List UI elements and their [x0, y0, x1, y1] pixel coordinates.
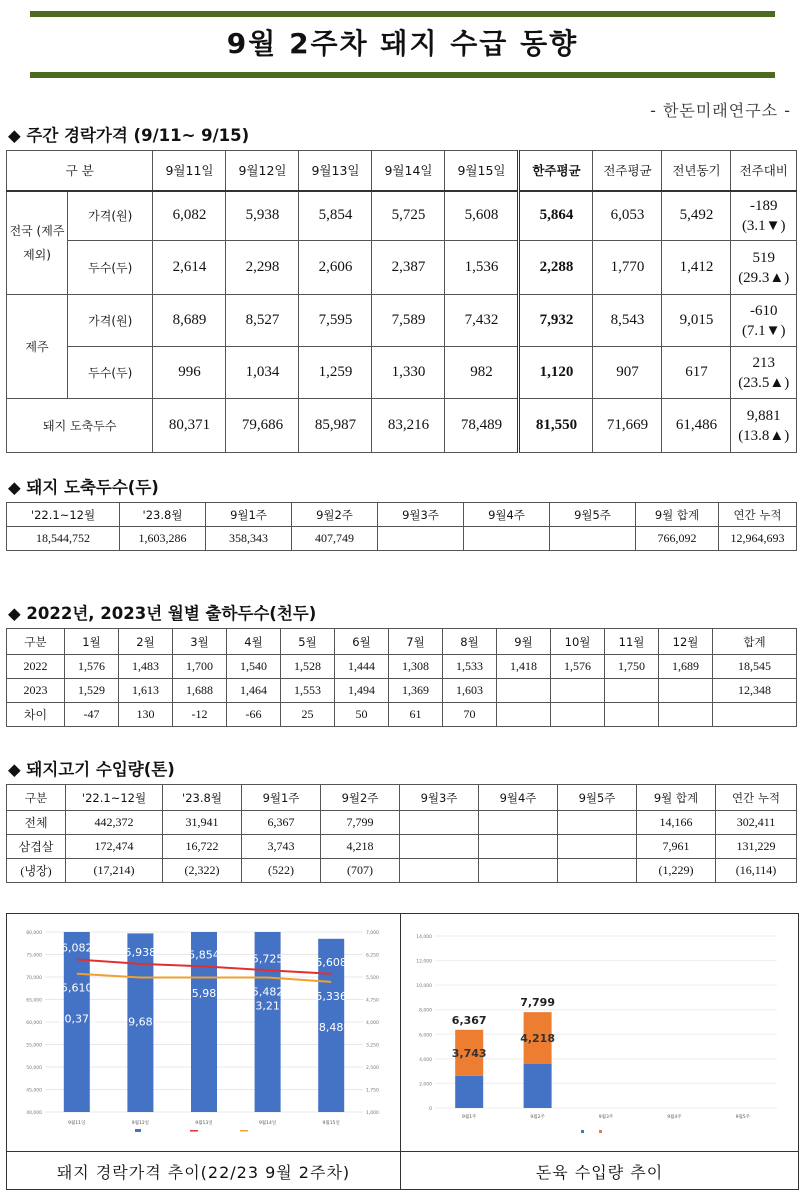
header-cell: '22.1~12월 — [7, 503, 120, 527]
value-cell — [551, 679, 605, 703]
value-cell: 8,543 — [593, 295, 662, 347]
value-cell: 1,528 — [281, 655, 335, 679]
value-cell: 996 — [153, 347, 226, 399]
value-cell: (707) — [321, 859, 400, 883]
value-cell: 1,369 — [389, 679, 443, 703]
value-cell: 172,474 — [66, 835, 163, 859]
value-cell: 1,418 — [497, 655, 551, 679]
value-cell — [605, 703, 659, 727]
page-title: 9월 2주차 돼지 수급 동향 — [226, 27, 579, 60]
value-cell: 2,298 — [226, 241, 299, 295]
legend-swatch — [240, 1130, 248, 1132]
header-cell: 9월3주 — [378, 503, 464, 527]
header-cell: 9월12일 — [226, 151, 299, 191]
y-tick-label: 50,000 — [26, 1066, 42, 1071]
value-cell: (1,229) — [637, 859, 716, 883]
slaughter-bar-label: 85,987 — [184, 987, 224, 1001]
x-tick-label: 9월2주 — [530, 1115, 545, 1120]
value-cell: 1,750 — [605, 655, 659, 679]
value-cell: 7,799 — [321, 811, 400, 835]
header-cell: 9월11일 — [153, 151, 226, 191]
value-cell: 1,412 — [662, 241, 731, 295]
value-cell: 31,941 — [163, 811, 242, 835]
value-cell: 1,308 — [389, 655, 443, 679]
header-cell: 연간 누적 — [716, 785, 797, 811]
y-tick-label: 6,000 — [419, 1033, 432, 1039]
value-cell: 982 — [445, 347, 519, 399]
x-tick-label: 9월15일 — [322, 1121, 340, 1126]
header-cell: 구 분 — [7, 151, 153, 191]
slaughter-bar-label: 79,686 — [121, 1015, 160, 1029]
header-cell: 9월15일 — [445, 151, 519, 191]
value-cell: (16,114) — [716, 859, 797, 883]
slaughter-bar-label: 80,371 — [57, 1012, 97, 1026]
value-cell — [400, 859, 479, 883]
table-row — [7, 655, 797, 679]
price-2023-label: 5,608 — [315, 955, 347, 969]
legend-swatch — [190, 1130, 198, 1132]
y-tick-label: 2,000 — [419, 1082, 432, 1088]
value-cell: 1,330 — [372, 347, 445, 399]
value-cell: 1,494 — [335, 679, 389, 703]
x-tick-label: 9월13일 — [195, 1121, 213, 1126]
value-cell: 12,348 — [713, 679, 797, 703]
y-tick-label: 12,000 — [416, 959, 432, 965]
legend-swatch — [135, 1129, 141, 1132]
belly-import-label: 4,218 — [520, 1032, 555, 1046]
x-tick-label: 9월3주 — [598, 1115, 614, 1120]
slaughter-bar-label: 78,489 — [311, 1020, 351, 1034]
value-cell — [479, 811, 558, 835]
change-value: 9,881 — [746, 407, 781, 424]
row-label: 가격(원) — [68, 295, 153, 347]
value-cell — [558, 835, 637, 859]
value-cell: 1,540 — [227, 655, 281, 679]
slaughter-bar-label: 83,216 — [248, 999, 287, 1013]
header-cell: 9월2주 — [321, 785, 400, 811]
header-cell: 10월 — [551, 629, 605, 655]
value-cell: -66 — [227, 703, 281, 727]
price-2022-label: 5,336 — [315, 989, 347, 1003]
other-import-bar — [524, 1064, 552, 1108]
header-cell: 연간 누적 — [719, 503, 797, 527]
value-cell: 78,489 — [445, 399, 519, 453]
table-row — [7, 811, 797, 835]
value-cell: 5,492 — [662, 191, 731, 241]
value-cell: 8,689 — [153, 295, 226, 347]
value-cell: 907 — [593, 347, 662, 399]
header-cell: 9월 합계 — [636, 503, 719, 527]
header-cell: 9월5주 — [558, 785, 637, 811]
value-cell — [497, 703, 551, 727]
value-cell — [558, 859, 637, 883]
header-cell: 9월1주 — [242, 785, 321, 811]
header-cell: '23.8월 — [120, 503, 206, 527]
header-cell: '23.8월 — [163, 785, 242, 811]
value-cell: 5,864 — [519, 191, 593, 241]
value-cell: 71,669 — [593, 399, 662, 453]
total-import-label: 7,799 — [520, 996, 555, 1010]
other-import-bar — [455, 1076, 483, 1108]
y-tick-label: 40,000 — [26, 1111, 42, 1116]
value-cell: 1,576 — [65, 655, 119, 679]
header-cell: 합계 — [713, 629, 797, 655]
value-cell: 83,216 — [372, 399, 445, 453]
header-cell: 구분 — [7, 629, 65, 655]
x-tick-label: 9월14일 — [258, 1121, 277, 1126]
legend-swatch — [599, 1130, 602, 1133]
y-tick-label: 75,000 — [26, 953, 42, 959]
section-heading-slaughter: ◆ 돼지 도축두수(두) — [8, 478, 159, 497]
value-cell: 302,411 — [716, 811, 797, 835]
table-row — [7, 703, 797, 727]
row-label: 두수(두) — [68, 241, 153, 295]
value-cell: 1,553 — [281, 679, 335, 703]
y-tick-label: 4,000 — [419, 1057, 432, 1063]
change-rate: (7.1▼) — [741, 322, 786, 339]
caption-rule — [7, 1151, 798, 1152]
value-cell — [378, 527, 464, 551]
value-cell: 1,034 — [226, 347, 299, 399]
header-cell: 5월 — [281, 629, 335, 655]
value-cell: 3,743 — [242, 835, 321, 859]
value-cell: 1,576 — [551, 655, 605, 679]
header-cell: 9월2주 — [292, 503, 378, 527]
value-cell — [550, 527, 636, 551]
change-cell — [731, 399, 797, 453]
change-value: 519 — [752, 249, 775, 266]
import-trend-chart — [409, 922, 789, 1148]
import-chart-caption: 돈육 수입량 추이 — [535, 1163, 664, 1182]
chart-divider — [400, 914, 401, 1189]
header-cell: 9월5주 — [550, 503, 636, 527]
value-cell: 12,964,693 — [719, 527, 797, 551]
value-cell: 18,544,752 — [7, 527, 120, 551]
value-cell: 85,987 — [299, 399, 372, 453]
value-cell: 131,229 — [716, 835, 797, 859]
value-cell: 25 — [281, 703, 335, 727]
x-tick-label: 9월5주 — [735, 1115, 751, 1120]
section-heading-import: ◆ 돼지고기 수입량(톤) — [8, 760, 175, 779]
value-cell: 1,603,286 — [120, 527, 206, 551]
y2-tick-label: 1,000 — [366, 1111, 379, 1116]
header-cell: 전년동기 — [662, 151, 731, 191]
row-label: 돼지 도축두수 — [7, 399, 153, 453]
value-cell: 61,486 — [662, 399, 731, 453]
change-rate: (13.8▲) — [738, 427, 790, 444]
value-cell: 1,688 — [173, 679, 227, 703]
value-cell: 2,614 — [153, 241, 226, 295]
header-cell: 9월3주 — [400, 785, 479, 811]
value-cell: 7,961 — [637, 835, 716, 859]
header-cell: 7월 — [389, 629, 443, 655]
value-cell: 1,770 — [593, 241, 662, 295]
value-cell: 1,529 — [65, 679, 119, 703]
value-cell: 61 — [389, 703, 443, 727]
y2-tick-label: 4,750 — [366, 998, 379, 1004]
row-label: (냉장) — [7, 859, 66, 883]
value-cell: 7,595 — [299, 295, 372, 347]
belly-import-label: 3,743 — [451, 1046, 487, 1060]
header-cell: 9월4주 — [479, 785, 558, 811]
value-cell: 442,372 — [66, 811, 163, 835]
header-cell: 9월 합계 — [637, 785, 716, 811]
value-cell: 617 — [662, 347, 731, 399]
value-cell: -47 — [65, 703, 119, 727]
value-cell: 358,343 — [206, 527, 292, 551]
row-label: 삼겹살 — [7, 835, 66, 859]
value-cell: 6,082 — [153, 191, 226, 241]
change-cell — [731, 295, 797, 347]
value-cell: 18,545 — [713, 655, 797, 679]
value-cell — [479, 859, 558, 883]
y-tick-label: 8,000 — [419, 1008, 432, 1014]
value-cell: 16,722 — [163, 835, 242, 859]
y-tick-label: 0 — [429, 1107, 432, 1112]
value-cell: (17,214) — [66, 859, 163, 883]
change-cell — [731, 191, 797, 241]
value-cell: (2,322) — [163, 859, 242, 883]
value-cell: 5,938 — [226, 191, 299, 241]
title-top-rule — [30, 11, 775, 17]
value-cell: 81,550 — [519, 399, 593, 453]
y-tick-label: 14,000 — [416, 935, 432, 940]
value-cell: 5,608 — [445, 191, 519, 241]
value-cell: 8,527 — [226, 295, 299, 347]
price-2023-label: 6,082 — [61, 941, 93, 955]
y2-tick-label: 1,750 — [366, 1088, 379, 1094]
y-tick-label: 10,000 — [416, 984, 432, 990]
price-2023-label: 5,854 — [188, 948, 220, 962]
header-cell: 6월 — [335, 629, 389, 655]
value-cell: 1,259 — [299, 347, 372, 399]
value-cell: (522) — [242, 859, 321, 883]
x-tick-label: 9월11일 — [68, 1121, 86, 1126]
price-2022-label: 5,482 — [251, 985, 284, 999]
region-label: 제주 — [7, 295, 68, 399]
change-cell — [731, 347, 797, 399]
header-cell: 구분 — [7, 785, 66, 811]
value-cell: 1,603 — [443, 679, 497, 703]
price-2023-label: 5,938 — [124, 945, 157, 959]
header-cell: 9월13일 — [299, 151, 372, 191]
change-value: 213 — [752, 354, 775, 371]
header-cell: 9월14일 — [372, 151, 445, 191]
value-cell: 2,288 — [519, 241, 593, 295]
price-2022-label: 5,610 — [61, 981, 93, 995]
value-cell: 1,689 — [659, 655, 713, 679]
header-cell: 3월 — [173, 629, 227, 655]
y-tick-label: 80,000 — [26, 931, 42, 936]
legend-swatch — [581, 1130, 584, 1133]
table-row — [7, 679, 797, 703]
y2-tick-label: 7,000 — [366, 931, 379, 936]
row-label: 두수(두) — [68, 347, 153, 399]
table-row — [7, 835, 797, 859]
value-cell: 1,483 — [119, 655, 173, 679]
value-cell: 1,464 — [227, 679, 281, 703]
value-cell: 6,053 — [593, 191, 662, 241]
x-tick-label: 9월1주 — [461, 1115, 477, 1120]
y-tick-label: 55,000 — [26, 1043, 42, 1049]
row-label: 가격(원) — [68, 191, 153, 241]
y2-tick-label: 6,250 — [366, 953, 379, 959]
value-cell: 9,015 — [662, 295, 731, 347]
price-2023-label: 5,725 — [251, 952, 284, 966]
value-cell: 1,533 — [443, 655, 497, 679]
value-cell — [497, 679, 551, 703]
value-cell: 79,686 — [226, 399, 299, 453]
value-cell: 1,536 — [445, 241, 519, 295]
value-cell: 1,613 — [119, 679, 173, 703]
value-cell: 80,371 — [153, 399, 226, 453]
charts-panel — [6, 913, 799, 1190]
change-value: -189 — [749, 197, 778, 214]
row-label: 전체 — [7, 811, 66, 835]
value-cell: 4,218 — [321, 835, 400, 859]
header-cell: 2월 — [119, 629, 173, 655]
header-cell: '22.1~12월 — [66, 785, 163, 811]
weekly-price-table — [6, 150, 797, 453]
slaughter-table — [6, 502, 797, 551]
y-tick-label: 65,000 — [26, 998, 42, 1004]
header-cell: 1월 — [65, 629, 119, 655]
value-cell — [558, 811, 637, 835]
change-rate: (23.5▲) — [738, 374, 790, 391]
header-cell: 8월 — [443, 629, 497, 655]
value-cell: 5,725 — [372, 191, 445, 241]
value-cell: 407,749 — [292, 527, 378, 551]
value-cell: -12 — [173, 703, 227, 727]
change-rate: (29.3▲) — [738, 269, 790, 286]
header-cell: 9월 — [497, 629, 551, 655]
y2-tick-label: 3,250 — [366, 1043, 379, 1049]
value-cell: 1,120 — [519, 347, 593, 399]
value-cell: 2,387 — [372, 241, 445, 295]
header-cell: 9월1주 — [206, 503, 292, 527]
y-tick-label: 70,000 — [26, 976, 42, 981]
value-cell: 7,589 — [372, 295, 445, 347]
table-row — [7, 859, 797, 883]
total-import-label: 6,367 — [451, 1013, 487, 1027]
value-cell: 130 — [119, 703, 173, 727]
y2-tick-label: 4,000 — [366, 1021, 379, 1026]
y2-tick-label: 2,500 — [366, 1066, 379, 1071]
header-cell: 한주평균 — [519, 151, 593, 191]
value-cell: 1,700 — [173, 655, 227, 679]
header-cell: 4월 — [227, 629, 281, 655]
value-cell — [464, 527, 550, 551]
change-value: -610 — [749, 302, 778, 319]
value-cell: 6,367 — [242, 811, 321, 835]
header-cell: 11월 — [605, 629, 659, 655]
section-heading-monthly-shipment: ◆ 2022년, 2023년 월별 출하두수(천두) — [8, 604, 317, 623]
y2-tick-label: 5,500 — [366, 976, 379, 981]
value-cell: 1,444 — [335, 655, 389, 679]
value-cell — [659, 703, 713, 727]
value-cell — [605, 679, 659, 703]
header-cell: 전주평균 — [593, 151, 662, 191]
value-cell: 50 — [335, 703, 389, 727]
title-bottom-rule — [30, 72, 775, 78]
value-cell — [400, 811, 479, 835]
value-cell: 2,606 — [299, 241, 372, 295]
monthly-shipment-table — [6, 628, 797, 727]
x-tick-label: 9월4주 — [667, 1115, 682, 1120]
value-cell: 7,932 — [519, 295, 593, 347]
import-table — [6, 784, 797, 883]
header-cell: 9월4주 — [464, 503, 550, 527]
value-cell — [479, 835, 558, 859]
y-tick-label: 45,000 — [26, 1088, 42, 1094]
price-trend-chart — [15, 922, 393, 1148]
value-cell — [713, 703, 797, 727]
region-label: 전국 (제주 제외) — [7, 191, 68, 295]
header-cell: 전주대비 — [731, 151, 797, 191]
header-cell: 12월 — [659, 629, 713, 655]
x-tick-label: 9월12일 — [131, 1121, 150, 1126]
value-cell: 766,092 — [636, 527, 719, 551]
row-label: 2022 — [7, 655, 65, 679]
value-cell: 7,432 — [445, 295, 519, 347]
organization-name: - 한돈미래연구소 - — [650, 101, 791, 120]
price-chart-caption: 돼지 경락가격 추이(22/23 9월 2주차) — [56, 1163, 351, 1182]
change-cell — [731, 241, 797, 295]
value-cell: 5,854 — [299, 191, 372, 241]
value-cell — [400, 835, 479, 859]
value-cell — [551, 703, 605, 727]
row-label: 2023 — [7, 679, 65, 703]
value-cell: 70 — [443, 703, 497, 727]
value-cell — [659, 679, 713, 703]
change-rate: (3.1▼) — [741, 217, 786, 234]
row-label: 차이 — [7, 703, 65, 727]
y-tick-label: 60,000 — [26, 1021, 42, 1026]
section-heading-weekly-price: ◆ 주간 경락가격 (9/11~ 9/15) — [8, 126, 250, 145]
value-cell: 14,166 — [637, 811, 716, 835]
